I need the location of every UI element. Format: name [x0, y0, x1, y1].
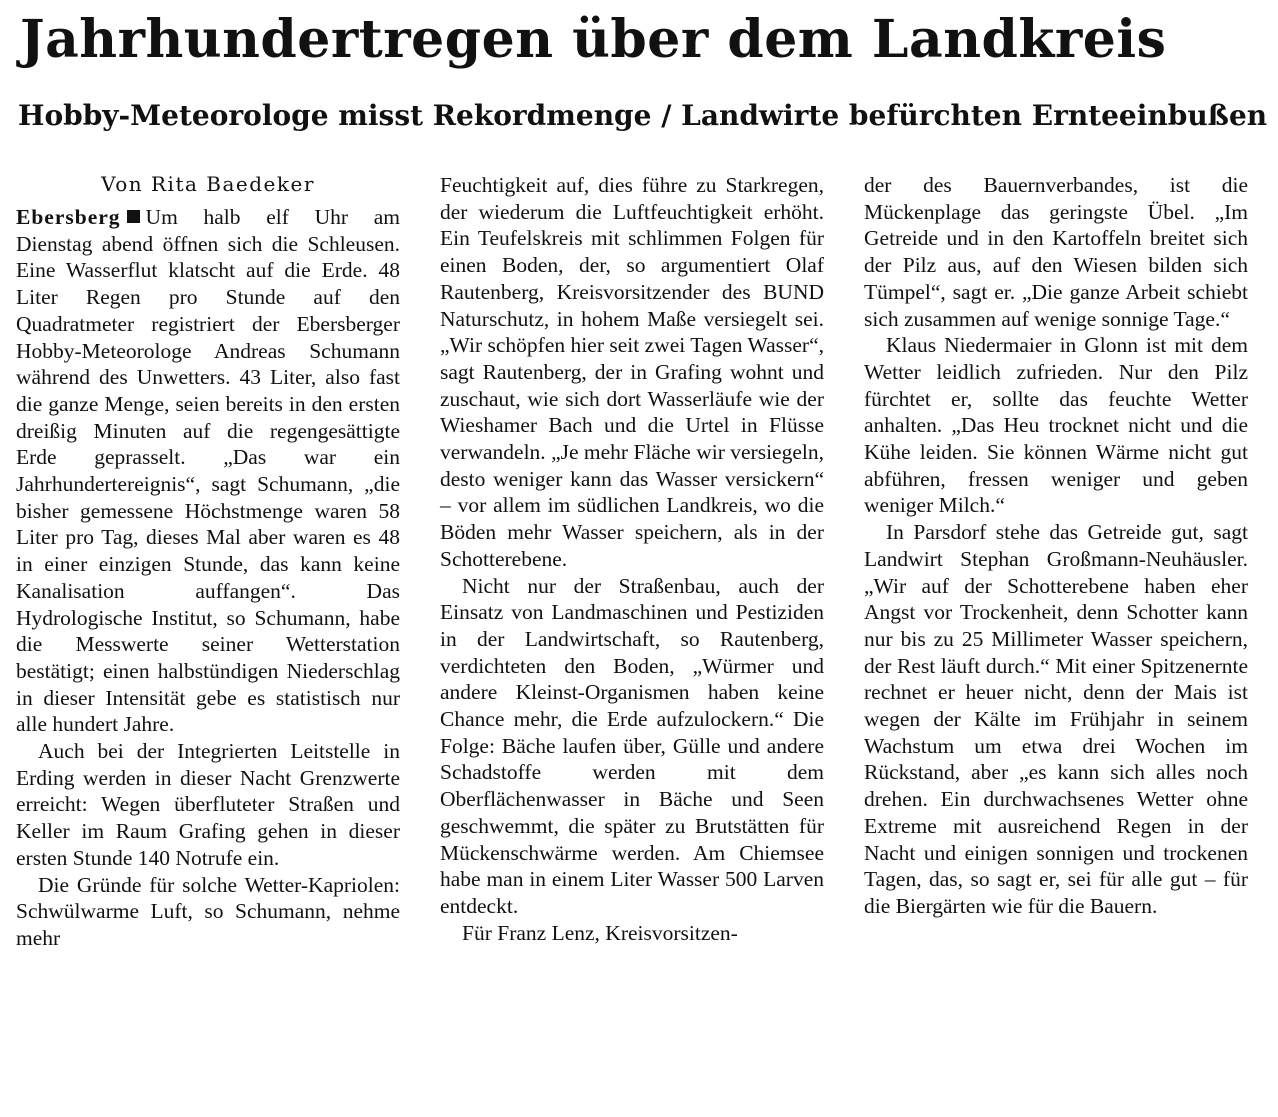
paragraph-9: In Parsdorf stehe das Getreide gut, sagt Landwirt Stephan Großmann-Neuhäusler. „Wir auf der Schotterebene haben eher Angst vor Trockenheit, denn Schotter kann nur bis zu 25 Millimeter Wasser speichern, der Rest läuft durch.“ Mit einer Spitzenernte rechnet er heuer nicht, denn der Mais ist wegen der Kälte im Frühjahr in seinem Wachstum um etwa drei Wochen im Rückstand, aber „es kann sich alles noch drehen. Ein durchwachsenes Wetter ohne Extreme mit ausreichend Regen in der Nacht und einigen sonnigen und trockenen Tagen, das, so sagt er, sei für alle gut – für die Biergärten wie für die Bauern.	[864, 520, 1248, 918]
column-1	[16, 166, 400, 952]
paragraph-4: Feuchtigkeit auf, dies führe zu Starkregen, der wiederum die Luftfeuchtigkeit erhöht. Ein Teufelskreis mit schlimmen Folgen für einen Boden, der, so argumentiert Olaf Rautenberg, Kreisvorsitzender des BUND Naturschutz, in hohem Maße versiegelt sei. „Wir schöpfen hier seit zwei Tagen Wasser“, sagt Rautenberg, der in Grafing wohnt und zuschaut, wie sich dort Wasserläufe wie der Wieshamer Bach und die Urtel in Flüsse verwandeln. „Je mehr Fläche wir versiegeln, desto weniger kann das Wasser versickern“ – vor allem im südlichen Landkreis, wo die Böden mehr Wasser speichern, als in der Schotterebene.	[440, 173, 824, 571]
paragraph-7: der des Bauernverbandes, ist die Mückenplage das geringste Übel. „Im Getreide und in den Kartoffeln breitet sich der Pilz aus, auf den Wiesen bilden sich Tümpel“, sagt er. „Die ganze Arbeit schiebt sich zusammen auf wenige sonnige Tage.“	[864, 173, 1248, 331]
paragraph-3: Die Gründe für solche Wetter-Kapriolen: Schwülwarme Luft, so Schumann, nehme mehr	[16, 872, 400, 950]
column-3	[864, 172, 1248, 920]
dateline: Ebersberg	[16, 205, 121, 229]
paragraph-2: Auch bei der Integrierten Leitstelle in Erding werden in dieser Nacht Grenzwerte erreicht: Wegen überfluteter Straßen und Keller im Raum Grafing gehen in dieser ersten Stunde 140 Notrufe ein.	[16, 739, 400, 870]
subheadline: Hobby-Meteorologe misst Rekordmenge / Landwirte befürchten Ernteeinbußen	[18, 99, 1268, 132]
square-bullet-icon	[127, 210, 140, 223]
paragraph-8: Klaus Niedermaier in Glonn ist mit dem Wetter leidlich zufrieden. Nur den Pilz fürchtet er, sollte das feuchte Wetter anhalten. „Das Heu trocknet nicht und die Kühe leiden. Sie können Wärme nicht gut abführen, fressen weniger und geben weniger Milch.“	[864, 333, 1248, 518]
headline: Jahrhundertregen über dem Landkreis	[20, 9, 1167, 70]
paragraph-1	[16, 204, 400, 738]
byline: Von Rita Baedeker	[101, 172, 315, 196]
paragraph-5: Nicht nur der Straßenbau, auch der Einsatz von Landmaschinen und Pestiziden in der Landwirtschaft, so Rautenberg, verdichteten den Boden, „Würmer und andere Kleinst-Organismen haben keine Chance mehr, die Erde aufzulockern.“ Die Folge: Bäche laufen über, Gülle und andere Schadstoffe werden mit dem Oberflächenwasser in Bäche und Seen geschwemmt, die später zu Brutstätten für Mückenschwärme werden. Am Chiemsee habe man in einem Liter Wasser 500 Larven entdeckt.	[440, 573, 824, 918]
column-2	[440, 172, 824, 946]
paragraph-6: Für Franz Lenz, Kreisvorsitzen-	[462, 920, 738, 945]
paragraph-text: Um halb elf Uhr am Dienstag abend öffnen sich die Schleusen. Eine Wasserflut klatscht auf die Erde. 48 Liter Regen pro Stunde auf den Quadratmeter registriert der Ebersberger Hobby-Meteorologe Andreas Schumann während des Unwetters. 43 Liter, also fast die ganze Menge, seien bereits in den ersten dreißig Minuten auf die regengesättigte Erde geprasselt. „Das war ein Jahrhundertereignis“, sagt Schumann, „die bisher gemessene Höchstmenge waren 58 Liter pro Tag, dieses Mal aber waren es 48 in einer einzigen Stunde, das kann keine Kanalisation auffangen“. Das Hydrologische Institut, so Schumann, habe die Messwerte seiner Wetterstation bestätigt; einen halbstündigen Niederschlag in dieser Intensität gebe es statistisch nur alle hundert Jahre.	[16, 205, 400, 737]
